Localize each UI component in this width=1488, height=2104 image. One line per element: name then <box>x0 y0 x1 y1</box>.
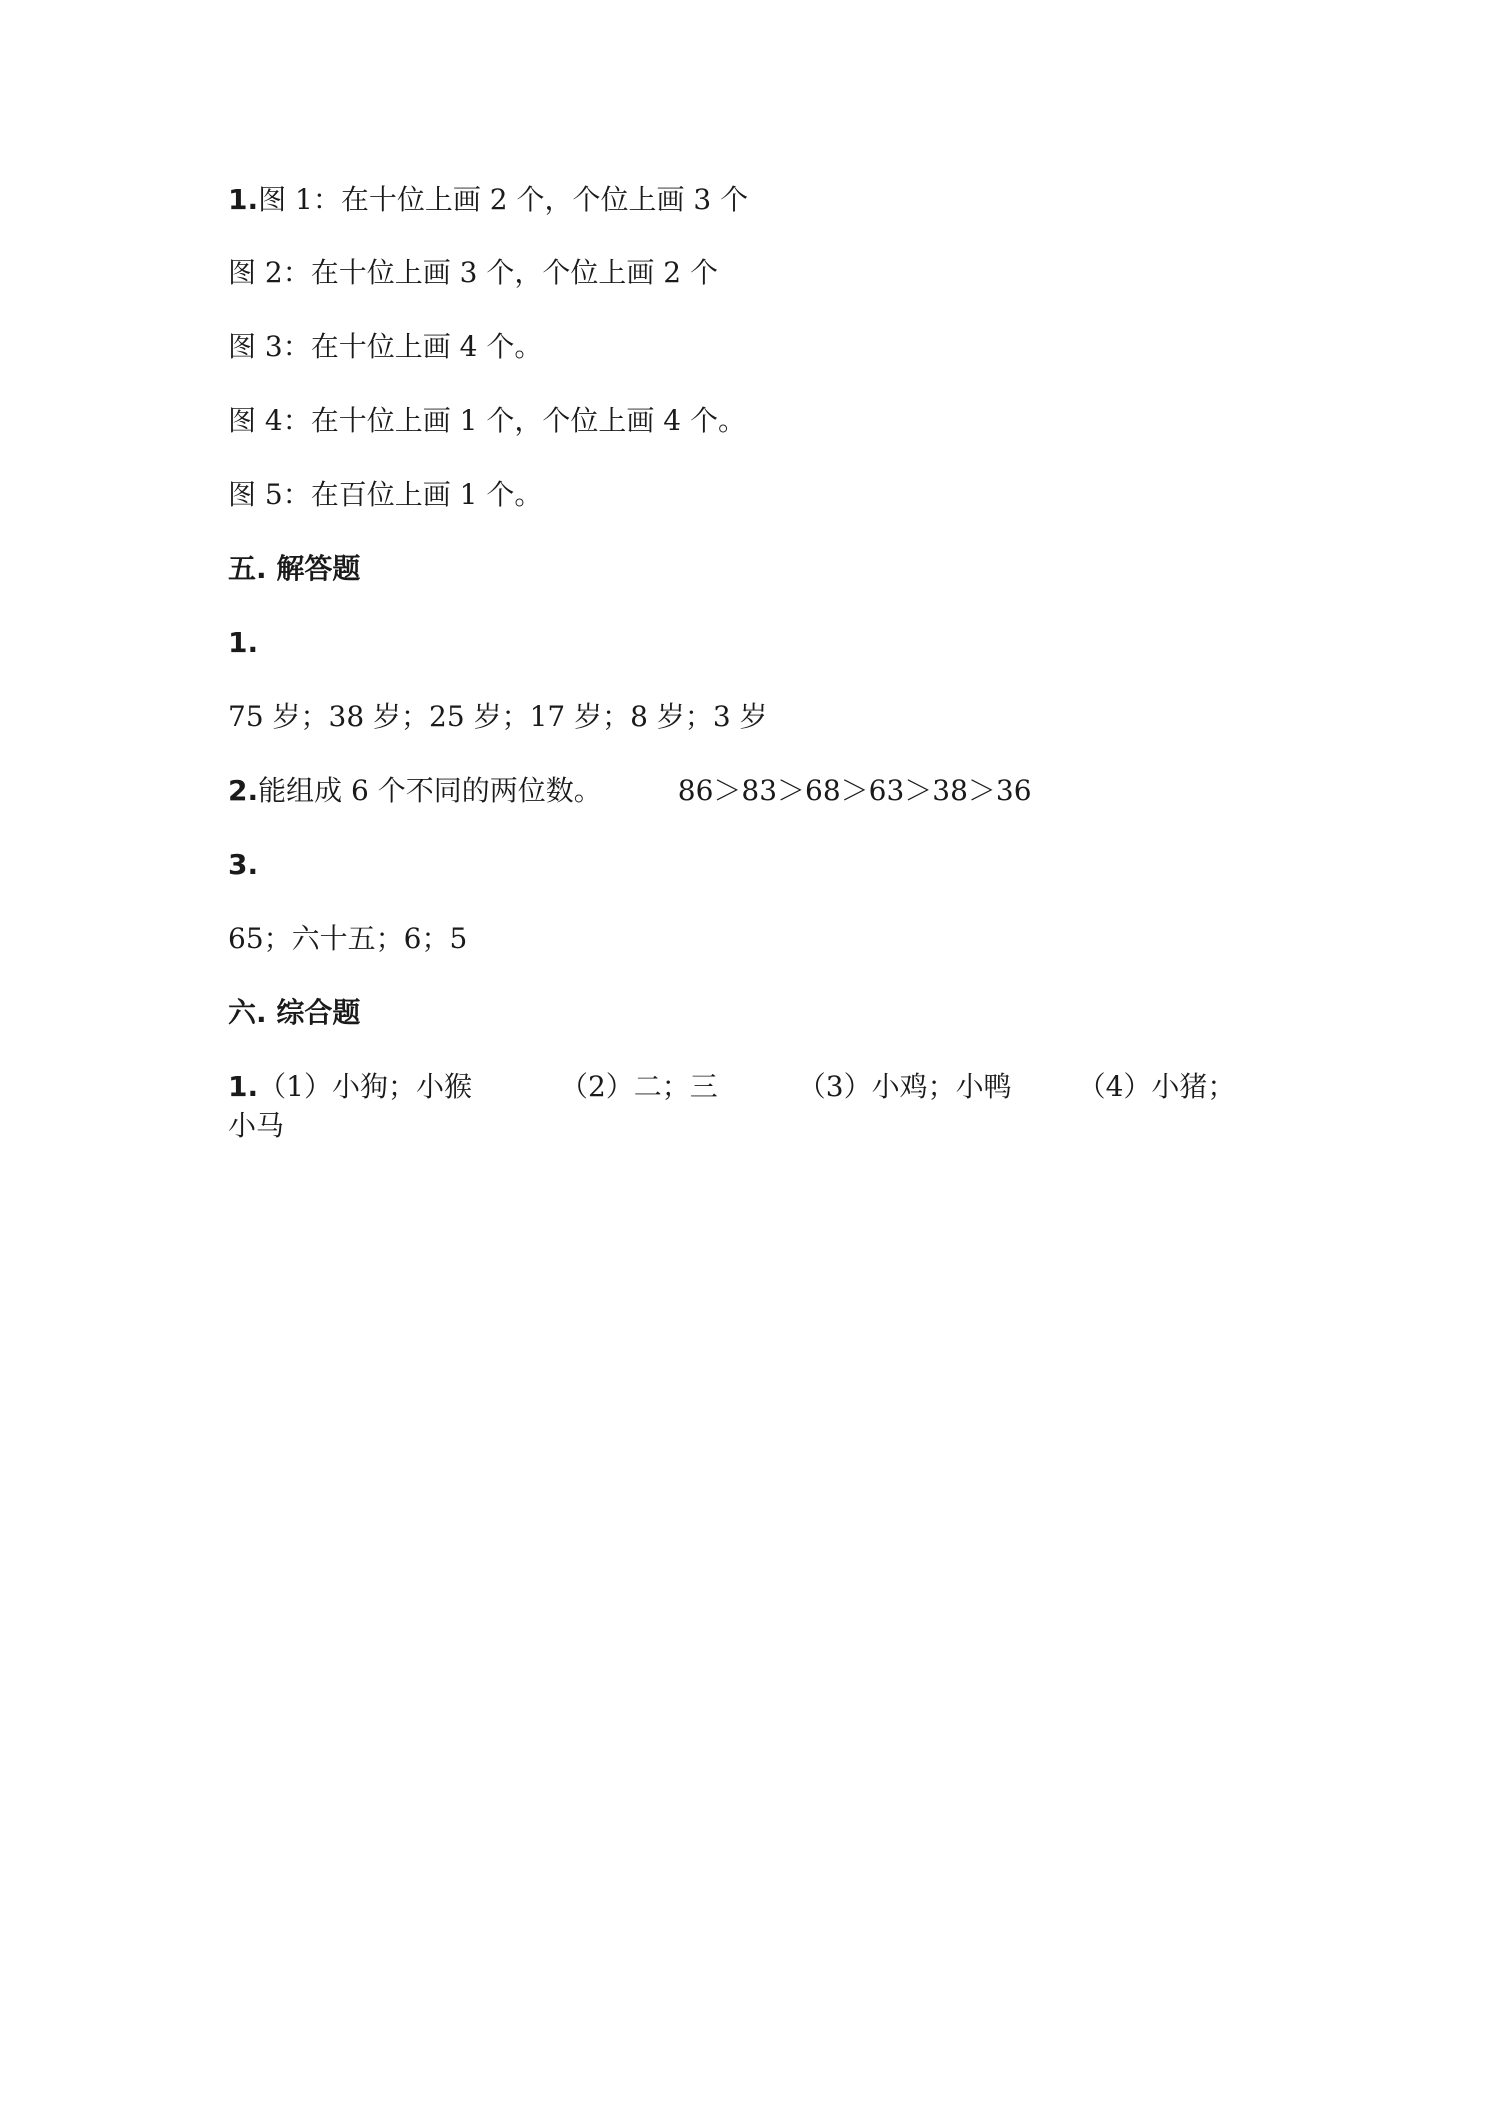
answer-line-fig1 <box>228 182 748 218</box>
answer-line-5-1 <box>228 699 768 735</box>
question-line-5-1 <box>228 625 258 661</box>
answer-line-fig4 <box>228 403 746 439</box>
answer-line-fig2 <box>228 255 718 291</box>
section-heading-6: 六. 综合题 <box>228 996 361 1029</box>
answer-text: 图 4：在十位上画 1 个，个位上画 4 个。 <box>228 404 746 437</box>
answer-text: 图 2：在十位上画 3 个，个位上画 2 个 <box>228 256 718 289</box>
answer-text: 75 岁；38 岁；25 岁；17 岁；8 岁；3 岁 <box>228 700 768 733</box>
answer-line-5-2 <box>228 773 1032 809</box>
question-number: 1. <box>228 626 259 659</box>
answer-line-6-1 <box>228 1069 1235 1105</box>
question-number: 1. <box>228 1070 259 1103</box>
answer-text: 图 3：在十位上画 4 个。 <box>228 330 543 363</box>
section-heading-5: 五. 解答题 <box>228 552 361 585</box>
answer-text: 图 1：在十位上画 2 个，个位上画 3 个 <box>258 183 749 216</box>
answer-text: 65；六十五；6；5 <box>228 922 468 955</box>
question-number: 1. <box>228 183 259 216</box>
question-number: 2. <box>228 774 259 807</box>
question-line-5-3 <box>228 847 258 883</box>
answer-line-5-3 <box>228 921 467 957</box>
answer-line-6-1-cont <box>228 1108 284 1144</box>
answer-part-3: （3）小鸡；小鸭 <box>797 1070 1012 1103</box>
question-number: 3. <box>228 848 259 881</box>
answer-line-fig3 <box>228 329 542 365</box>
answer-part-4: （4）小猪； <box>1077 1070 1236 1103</box>
answer-line-fig5 <box>228 477 542 513</box>
answer-text: 能组成 6 个不同的两位数。 <box>258 774 602 807</box>
answer-order: 86＞83＞68＞63＞38＞36 <box>677 774 1032 807</box>
answer-text: 图 5：在百位上画 1 个。 <box>228 478 543 511</box>
answer-part-1: （1）小狗；小猴 <box>258 1070 472 1103</box>
answer-text: 小马 <box>228 1109 285 1142</box>
answer-part-2: （2）二；三 <box>559 1070 718 1103</box>
